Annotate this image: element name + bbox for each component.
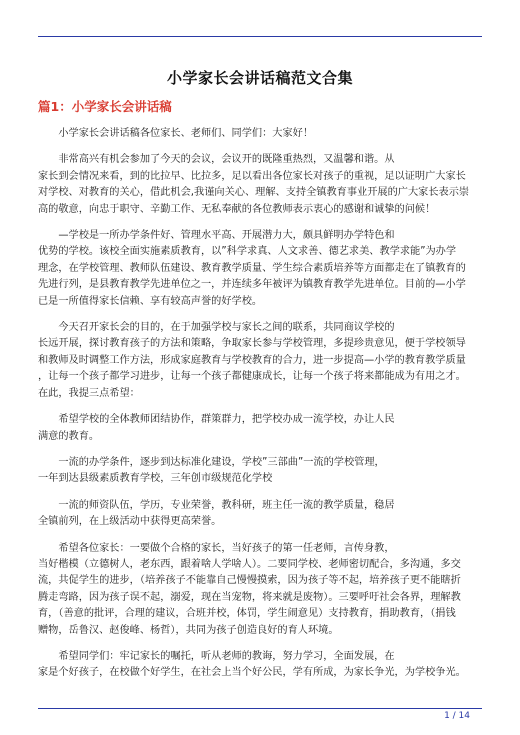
text-line: 先进行列，是县教育教学先进单位之一，并连续多年被评为镇教育教学先进单位。目前的—小学 xyxy=(38,279,466,291)
text-line: 希望同学们：牢记家长的嘱托，听从老师的教诲，努力学习，全面发展，在 xyxy=(38,650,395,662)
text-line: 优势的学校。该校全面实施素质教育，以”科学求真、人文求善、德艺求美、教学求能”为办学 xyxy=(38,246,457,258)
document-body xyxy=(38,126,482,692)
text-line: 家是个好孩子，在校做个好学生，在社会上当个好公民，学有所成，为家长争光，为学校争光。 xyxy=(38,667,466,679)
paragraph xyxy=(38,152,482,218)
paragraph xyxy=(38,126,482,142)
text-line: 长远开展，探讨教育孩子的方法和策略，争取家长参与学校管理，多提珍贵意见，便于学校领导 xyxy=(38,338,466,350)
paragraph xyxy=(38,541,482,639)
text-line: 非常高兴有机会参加了今天的会议，会议开的既隆重热烈，又温馨和谐。从 xyxy=(38,154,395,166)
text-line: 已是一所值得家长信赖、享有较高声誉的好学校。 xyxy=(38,295,263,307)
text-line: 对学校、对教育的关心，借此机会,我谨向关心、理解、支持全镇教育事业开展的广大家长表示崇 xyxy=(38,187,470,199)
text-line: 今天召开家长会的目的，在于加强学校与家长之间的联系，共同商议学校的 xyxy=(38,322,395,334)
text-line: 满意的教育。 xyxy=(38,430,100,442)
paragraph xyxy=(38,228,482,310)
header-rule xyxy=(38,36,482,37)
text-line: 赠物，岳鲁汉、赵俊峰、杨哲），共同为孩子创造良好的育人环境。 xyxy=(38,624,339,636)
page-number: 1 / 14 xyxy=(444,711,470,721)
section-heading: 篇1：小学家长会讲话稿 xyxy=(38,99,172,114)
text-line: 小学家长会讲话稿各位家长、老师们、同学们：大家好！ xyxy=(38,128,314,139)
footer-rule xyxy=(38,708,482,709)
text-line: 和教师及时调整工作方法，形成家庭教育与学校教育的合力，进一步提高—小学的教育教学质量 xyxy=(38,354,466,366)
text-line: 当好楷模（立德树人，老东西，跟着啥人学啥人）。二要同学校、老师密切配合，多沟通，多交 xyxy=(38,558,461,570)
paragraph xyxy=(38,412,482,445)
text-line: 一流的师资队伍，学历，专业荣誉，教科研，班主任一流的教学质量，稳居 xyxy=(38,499,395,511)
paragraph xyxy=(38,455,482,488)
text-line: 全镇前列，在上级活动中获得更高荣誉。 xyxy=(38,516,222,528)
text-line: —学校是一所办学条件好、管理水平高、开展潜力大，颇具鲜明办学特色和 xyxy=(38,230,395,242)
text-line: 育，（善意的批评，合理的建议，合班并校，体罚，学生闹意见）支持教育，捐助教育，（捐钱 xyxy=(38,608,456,620)
text-line: 一年到达县级素质教育学校，三年创市级规范化学校 xyxy=(38,473,273,485)
paragraph xyxy=(38,498,482,531)
text-line: 流，共促学生的进步，（培养孩子不能靠自己慢慢摸索，因为孩子等不起，培养孩子更不能瞎折 xyxy=(38,575,461,587)
text-line: 理念，在学校管理、教师队伍建设、教育教学质量、学生综合素质培养等方面都走在了镇教育的 xyxy=(38,262,466,274)
paragraph xyxy=(38,320,482,402)
text-line: 在此，我提三点希望： xyxy=(38,387,140,399)
text-line: 一流的办学条件，逐步到达标准化建设，学校”三部曲”一流的学校管理， xyxy=(38,456,385,468)
text-line: 高的敬意，向忠于职守、辛勤工作、无私奉献的各位教师表示衷心的感谢和诚挚的问候！ xyxy=(38,203,436,215)
text-line: 腾走弯路，因为孩子误不起，溺爱，现在当宠物，将来就是废物）。三要呼吁社会各界，理解教 xyxy=(38,591,461,603)
paragraph xyxy=(38,649,482,682)
text-line: 希望各位家长：一要做个合格的家长，当好孩子的第一任老师，言传身教， xyxy=(38,542,395,554)
text-line: 希望学校的全体教师团结协作，群策群力，把学校办成一流学校，办让人民 xyxy=(38,414,395,426)
text-line: ，让每一个孩子都学习进步，让每一个孩子都健康成长，让每一个孩子将来都能成为有用之才。 xyxy=(38,371,466,383)
document-title: 小学家长会讲话稿范文合集 xyxy=(166,69,353,87)
text-line: 家长到会情况来看，到的比拉早、比拉多，足以看出各位家长对孩子的重视，足以证明广大家长 xyxy=(38,170,466,182)
